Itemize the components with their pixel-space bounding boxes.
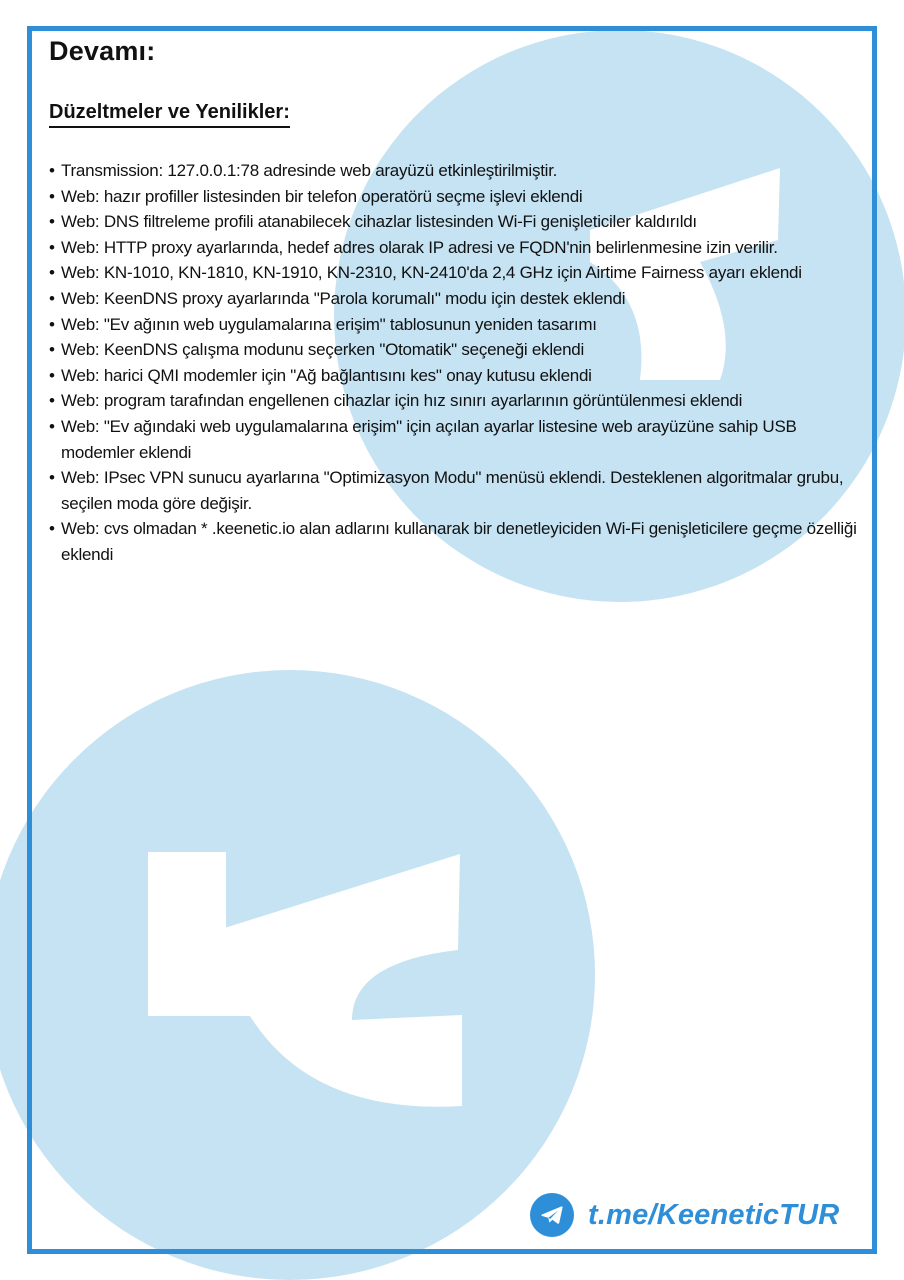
telegram-channel-link[interactable]: t.me/KeeneticTUR: [588, 1198, 840, 1231]
list-item: • Web: harici QMI modemler için "Ağ bağlantısını kes" onay kutusu eklendi: [49, 363, 859, 389]
changes-list: [49, 158, 859, 568]
list-item: • Web: KeenDNS çalışma modunu seçerken "Otomatik" seçeneği eklendi: [49, 337, 859, 363]
page-title: Devamı:: [49, 36, 156, 66]
list-item: • Web: "Ev ağındaki web uygulamalarına erişim" için açılan ayarlar listesine web arayüzüne sahip USB modemler eklendi: [49, 414, 859, 465]
document-body: [49, 36, 859, 568]
footer: [530, 1192, 839, 1238]
list-item: • Web: program tarafından engellenen cihazlar için hız sınırı ayarlarının görüntülenmesi eklendi: [49, 388, 859, 414]
list-item: • Web: IPsec VPN sunucu ayarlarına "Optimizasyon Modu" menüsü eklendi. Desteklenen algoritmalar grubu, seçilen moda göre değişir.: [49, 465, 859, 516]
list-item: • Web: "Ev ağının web uygulamalarına erişim" tablosunun yeniden tasarımı: [49, 312, 859, 338]
section-title: Düzeltmeler ve Yenilikler:: [49, 101, 290, 128]
list-item: • Web: cvs olmadan * .keenetic.io alan adlarını kullanarak bir denetleyiciden Wi-Fi genişleticilere geçme özelliği eklendi: [49, 516, 859, 567]
list-item: • Web: HTTP proxy ayarlarında, hedef adres olarak IP adresi ve FQDN'nin belirlenmesine izin verilir.: [49, 235, 859, 261]
list-item: • Web: KN-1010, KN-1810, KN-1910, KN-2310, KN-2410'da 2,4 GHz için Airtime Fairness ayarı eklendi: [49, 260, 859, 286]
list-item: • Transmission: 127.0.0.1:78 adresinde web arayüzü etkinleştirilmiştir.: [49, 158, 859, 184]
list-item: • Web: DNS filtreleme profili atanabilecek cihazlar listesinden Wi-Fi genişleticiler kaldırıldı: [49, 209, 859, 235]
list-item: • Web: KeenDNS proxy ayarlarında "Parola korumalı" modu için destek eklendi: [49, 286, 859, 312]
list-item: • Web: hazır profiller listesinden bir telefon operatörü seçme işlevi eklendi: [49, 184, 859, 210]
telegram-icon[interactable]: [530, 1193, 574, 1237]
